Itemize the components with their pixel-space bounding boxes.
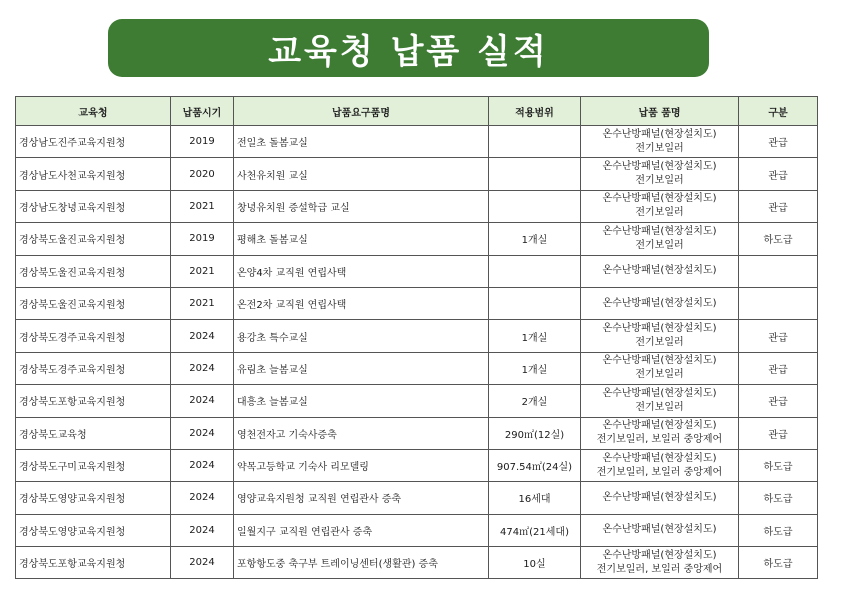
scope-cell: 1개실 bbox=[489, 223, 581, 255]
office-cell: 경상북도구미교육지원청 bbox=[16, 449, 171, 481]
office-cell: 경상북도포항교육지원청 bbox=[16, 547, 171, 579]
header-scope: 적용범위 bbox=[489, 97, 581, 126]
scope-cell bbox=[489, 287, 581, 319]
product-line: 온수난방패널(현장설치도) bbox=[602, 549, 717, 561]
scope-cell: 907.54㎡(24실) bbox=[489, 449, 581, 481]
type-cell: 관급 bbox=[739, 352, 818, 384]
year-cell: 2024 bbox=[171, 320, 234, 352]
office-cell: 경상북도포항교육지원청 bbox=[16, 385, 171, 417]
header-type: 구분 bbox=[739, 97, 818, 126]
product-line: 전기보일러 bbox=[635, 239, 684, 251]
product-line: 온수난방패널(현장설치도) bbox=[602, 225, 717, 237]
product-cell bbox=[581, 320, 739, 352]
type-cell: 하도급 bbox=[739, 449, 818, 481]
year-cell: 2024 bbox=[171, 352, 234, 384]
product-line: 온수난방패널(현장설치도) bbox=[602, 297, 717, 309]
item-cell: 유림초 늘봄교실 bbox=[234, 352, 489, 384]
type-cell: 관급 bbox=[739, 126, 818, 158]
table-row bbox=[16, 126, 818, 158]
type-cell bbox=[739, 255, 818, 287]
office-cell: 경상북도울진교육지원청 bbox=[16, 255, 171, 287]
scope-cell: 474㎡(21세대) bbox=[489, 514, 581, 546]
item-cell: 평해초 돌봄교실 bbox=[234, 223, 489, 255]
product-line: 전기보일러, 보일러 중앙제어 bbox=[596, 434, 723, 446]
year-cell: 2024 bbox=[171, 385, 234, 417]
product-line: 온수난방패널(현장설치도) bbox=[602, 193, 717, 205]
product-cell bbox=[581, 287, 739, 319]
product-line: 전기보일러 bbox=[635, 207, 684, 219]
item-cell: 일월지구 교직원 연립관사 증축 bbox=[234, 514, 489, 546]
product-cell bbox=[581, 158, 739, 190]
item-cell: 영양교육지원청 교직원 연립관사 증축 bbox=[234, 482, 489, 514]
item-cell: 온양4차 교직원 연립사택 bbox=[234, 255, 489, 287]
table-row bbox=[16, 287, 818, 319]
title-banner bbox=[108, 19, 709, 77]
office-cell: 경상북도영양교육지원청 bbox=[16, 514, 171, 546]
year-cell: 2021 bbox=[171, 190, 234, 222]
office-cell: 경상북도경주교육지원청 bbox=[16, 352, 171, 384]
year-cell: 2019 bbox=[171, 126, 234, 158]
table-row bbox=[16, 514, 818, 546]
scope-cell: 2개실 bbox=[489, 385, 581, 417]
performance-table bbox=[15, 96, 818, 579]
product-line: 온수난방패널(현장설치도) bbox=[602, 387, 717, 399]
table-row bbox=[16, 158, 818, 190]
type-cell: 관급 bbox=[739, 190, 818, 222]
year-cell: 2021 bbox=[171, 287, 234, 319]
scope-cell: 290㎡(12실) bbox=[489, 417, 581, 449]
item-cell: 영천전자고 기숙사증축 bbox=[234, 417, 489, 449]
table-row bbox=[16, 223, 818, 255]
item-cell: 약목고등학교 기숙사 리모델링 bbox=[234, 449, 489, 481]
product-cell bbox=[581, 223, 739, 255]
page-title: 교육청 납품 실적 bbox=[268, 31, 549, 72]
table-row bbox=[16, 385, 818, 417]
year-cell: 2019 bbox=[171, 223, 234, 255]
office-cell: 경상남도진주교육지원청 bbox=[16, 126, 171, 158]
type-cell: 하도급 bbox=[739, 482, 818, 514]
year-cell: 2021 bbox=[171, 255, 234, 287]
product-cell bbox=[581, 514, 739, 546]
scope-cell: 1개실 bbox=[489, 320, 581, 352]
item-cell: 대흥초 늘봄교실 bbox=[234, 385, 489, 417]
item-cell: 창녕유치원 증설학급 교실 bbox=[234, 190, 489, 222]
product-cell bbox=[581, 352, 739, 384]
scope-cell bbox=[489, 255, 581, 287]
office-cell: 경상북도울진교육지원청 bbox=[16, 223, 171, 255]
table-row bbox=[16, 352, 818, 384]
scope-cell: 10실 bbox=[489, 547, 581, 579]
header-office: 교육청 bbox=[16, 97, 171, 126]
scope-cell bbox=[489, 190, 581, 222]
scope-cell bbox=[489, 126, 581, 158]
type-cell bbox=[739, 287, 818, 319]
product-line: 온수난방패널(현장설치도) bbox=[602, 524, 717, 536]
product-cell bbox=[581, 255, 739, 287]
product-line: 온수난방패널(현장설치도) bbox=[602, 491, 717, 503]
product-line: 온수난방패널(현장설치도) bbox=[602, 323, 717, 335]
office-cell: 경상북도교육청 bbox=[16, 417, 171, 449]
type-cell: 관급 bbox=[739, 417, 818, 449]
year-cell: 2024 bbox=[171, 482, 234, 514]
year-cell: 2024 bbox=[171, 417, 234, 449]
table-header-row bbox=[16, 97, 818, 126]
year-cell: 2024 bbox=[171, 547, 234, 579]
table-row bbox=[16, 482, 818, 514]
product-line: 온수난방패널(현장설치도) bbox=[602, 128, 717, 140]
header-year: 납품시기 bbox=[171, 97, 234, 126]
product-cell bbox=[581, 417, 739, 449]
product-line: 전기보일러 bbox=[635, 175, 684, 187]
header-item: 납품요구품명 bbox=[234, 97, 489, 126]
product-line: 전기보일러, 보일러 중앙제어 bbox=[596, 466, 723, 478]
office-cell: 경상북도울진교육지원청 bbox=[16, 287, 171, 319]
type-cell: 하도급 bbox=[739, 223, 818, 255]
item-cell: 포항항도중 축구부 트레이닝센터(생활관) 증축 bbox=[234, 547, 489, 579]
product-line: 온수난방패널(현장설치도) bbox=[602, 355, 717, 367]
header-product: 납품 품명 bbox=[581, 97, 739, 126]
product-line: 온수난방패널(현장설치도) bbox=[602, 420, 717, 432]
type-cell: 관급 bbox=[739, 320, 818, 352]
product-cell bbox=[581, 547, 739, 579]
item-cell: 용강초 특수교실 bbox=[234, 320, 489, 352]
product-line: 온수난방패널(현장설치도) bbox=[602, 265, 717, 277]
product-cell bbox=[581, 385, 739, 417]
table-row bbox=[16, 449, 818, 481]
product-line: 온수난방패널(현장설치도) bbox=[602, 452, 717, 464]
type-cell: 하도급 bbox=[739, 514, 818, 546]
item-cell: 사천유치원 교실 bbox=[234, 158, 489, 190]
product-line: 온수난방패널(현장설치도) bbox=[602, 161, 717, 173]
table-row bbox=[16, 255, 818, 287]
year-cell: 2024 bbox=[171, 514, 234, 546]
table-row bbox=[16, 547, 818, 579]
product-cell bbox=[581, 449, 739, 481]
office-cell: 경상북도영양교육지원청 bbox=[16, 482, 171, 514]
type-cell: 하도급 bbox=[739, 547, 818, 579]
scope-cell bbox=[489, 158, 581, 190]
item-cell: 전일초 돌봄교실 bbox=[234, 126, 489, 158]
year-cell: 2024 bbox=[171, 449, 234, 481]
product-cell bbox=[581, 126, 739, 158]
type-cell: 관급 bbox=[739, 158, 818, 190]
table-row bbox=[16, 417, 818, 449]
product-line: 전기보일러 bbox=[635, 337, 684, 349]
office-cell: 경상북도경주교육지원청 bbox=[16, 320, 171, 352]
type-cell: 관급 bbox=[739, 385, 818, 417]
product-line: 전기보일러 bbox=[635, 369, 684, 381]
product-cell bbox=[581, 482, 739, 514]
product-line: 전기보일러 bbox=[635, 401, 684, 413]
scope-cell: 16세대 bbox=[489, 482, 581, 514]
office-cell: 경상남도사천교육지원청 bbox=[16, 158, 171, 190]
product-cell bbox=[581, 190, 739, 222]
year-cell: 2020 bbox=[171, 158, 234, 190]
item-cell: 온전2차 교직원 연립사택 bbox=[234, 287, 489, 319]
scope-cell: 1개실 bbox=[489, 352, 581, 384]
product-line: 전기보일러, 보일러 중앙제어 bbox=[596, 563, 723, 575]
table-row bbox=[16, 320, 818, 352]
office-cell: 경상남도창녕교육지원청 bbox=[16, 190, 171, 222]
table-row bbox=[16, 190, 818, 222]
product-line: 전기보일러 bbox=[635, 142, 684, 154]
